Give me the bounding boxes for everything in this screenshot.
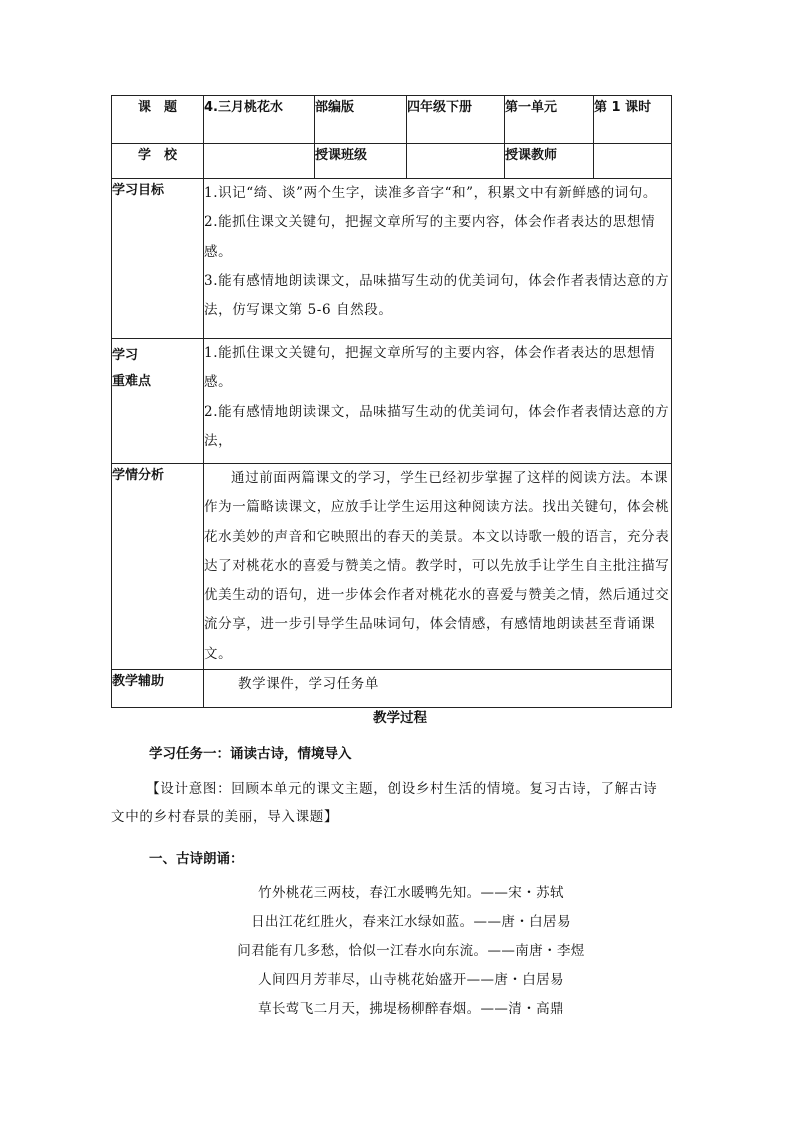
goal-item-1: 1.识记“绮、谈”两个生字，读准多音字“和”，积累文中有新鲜感的词句。 [204, 185, 657, 201]
key-points-label-line2: 重难点 [112, 374, 152, 389]
goals-label: 学习目标 [112, 179, 204, 339]
poem-line-1: 竹外桃花三两枝，春江水暖鸭先知。——宋・苏轼 [258, 885, 564, 901]
goals-content [204, 179, 672, 339]
poem-line-4: 人间四月芳菲尽，山寺桃花始盛开——唐・白居易 [258, 972, 564, 988]
subject-label: 课 题 [112, 96, 204, 144]
table-row-school [112, 144, 672, 179]
table-row-key-points [112, 339, 672, 464]
design-intent: 【设计意图：回顾本单元的课文主题，创设乡村生活的情境。复习古诗，了解古诗文中的乡村春景的美丽，导入课题】 [111, 781, 658, 825]
process-title: 教学过程 [373, 710, 427, 726]
table-row-analysis [112, 464, 672, 670]
lesson-title: 4.三月桃花水 [204, 96, 315, 144]
key-point-item-2: 2.能有感情地朗读课文，品味描写生动的优美词句，体会作者表情达意的方法， [204, 403, 670, 449]
table-row-header [112, 96, 672, 144]
key-point-item-1: 1.能抓住课文关键句，把握文章所写的主要内容，体会作者表达的思想情感。 [204, 345, 656, 391]
poem-line-2: 日出江花红胜火，春来江水绿如蓝。——唐・白居易 [251, 914, 571, 930]
key-points-label [112, 339, 204, 464]
goal-item-3: 3.能有感情地朗读课文，品味描写生动的优美词句，体会作者表情达意的方法，仿写课文第 5-6 自然段。 [204, 272, 670, 319]
school-value [204, 144, 315, 179]
poem-line-3: 问君能有几多愁，恰似一江春水向东流。——南唐・李煜 [237, 943, 585, 959]
teacher-value [594, 144, 672, 179]
key-points-label-line1: 学习 [112, 348, 139, 363]
grade: 四年级下册 [407, 96, 505, 144]
key-points-content [204, 339, 672, 464]
poem-list [111, 879, 711, 1024]
aids-content [204, 670, 672, 708]
edition: 部编版 [315, 96, 407, 144]
aids-label: 教学辅助 [112, 670, 204, 708]
unit: 第一单元 [505, 96, 594, 144]
class-value [407, 144, 505, 179]
analysis-content [204, 464, 672, 670]
lesson-info-table [111, 95, 672, 708]
section1-title: 一、古诗朗诵： [149, 851, 244, 867]
analysis-label: 学情分析 [112, 464, 204, 670]
goal-item-2: 2.能抓住课文关键句，把握文章所写的主要内容，体会作者表达的思想情感。 [204, 214, 656, 260]
period: 第 1 课时 [594, 96, 672, 144]
task1-title: 学习任务一：诵读古诗，情境导入 [149, 746, 352, 762]
class-label: 授课班级 [315, 144, 407, 179]
analysis-text: 通过前面两篇课文的学习，学生已经初步掌握了这样的阅读方法。本课作为一篇略读课文，应放手让学生运用这种阅读方法。找出关键句，体会桃花水美妙的声音和它映照出的春天的美景。本文以诗歌一般的语言，充分表达了对桃花水的喜爱与赞美之情。教学时，可以先放手让学生自主批注描写优美生动的语句，进一步体会作者对桃花水的喜爱与赞美之情，然后通过交流分享，进一步引导学生品味词句，体会情感，有感情地朗读甚至背诵课文。 [204, 470, 670, 662]
school-label: 学 校 [112, 144, 204, 179]
aids-text: 教学课件，学习任务单 [238, 676, 379, 693]
table-row-goals [112, 179, 672, 339]
teacher-label: 授课教师 [505, 144, 594, 179]
table-row-aids [112, 670, 672, 708]
poem-line-5: 草长莺飞二月天，拂堤杨柳醉春烟。——清・高鼎 [258, 1001, 564, 1017]
